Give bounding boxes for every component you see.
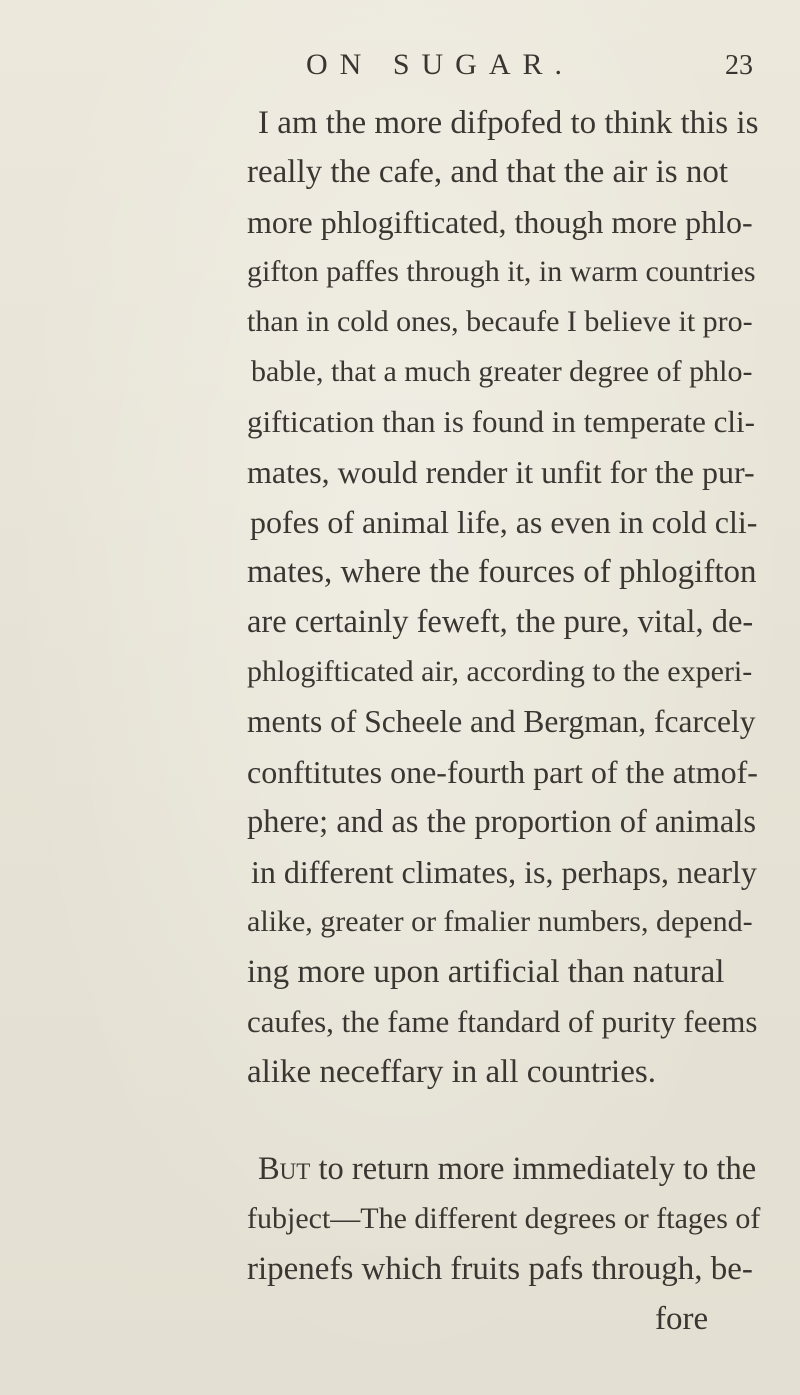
text-line: in different climates, is, perhaps, nearly [251, 854, 757, 890]
text-line-rest: to return more immediately to the [310, 1151, 757, 1187]
text-line: ing more upon artificial than natural [247, 954, 725, 990]
text-line: mates, would render it unfit for the pur- [247, 454, 755, 490]
text-line: ripenefs which fruits pafs through, be- [247, 1251, 753, 1287]
running-head [0, 48, 800, 88]
text-line: gifton paffes through it, in warm countries [247, 255, 756, 288]
text-line: giftication than is found in temperate cli- [247, 404, 755, 439]
text-line: alike, greater or fmalier numbers, depend- [247, 905, 753, 938]
text-line: I am the more difpofed to think this is [258, 105, 759, 141]
text-line: bable, that a much greater degree of phlo- [251, 355, 753, 388]
text-line: are certainly feweft, the pure, vital, de- [247, 604, 754, 640]
text-line: caufes, the fame ftandard of purity feems [247, 1004, 758, 1039]
text-line: really the cafe, and that the air is not [247, 154, 729, 190]
running-title: ON SUGAR. [305, 48, 575, 81]
text-line: than in cold ones, becaufe I believe it pro- [247, 305, 753, 338]
catchword: fore [655, 1301, 709, 1337]
text-line [258, 1149, 756, 1189]
text-line: phere; and as the proportion of animals [247, 804, 757, 840]
text-line: ments of Scheele and Bergman, fcarcely [247, 704, 756, 739]
text-line: conftitutes one-fourth part of the atmof- [247, 754, 758, 790]
text-line: alike neceffary in all countries. [247, 1054, 656, 1090]
text-line: mates, where the fources of phlogifton [247, 554, 757, 590]
paragraph-lead-smallcaps: But [258, 1151, 311, 1187]
page-number: 23 [725, 50, 753, 81]
text-line: phlogifticated air, according to the experi- [247, 655, 753, 688]
text-line: fubject—The different degrees or ftages of [247, 1202, 761, 1235]
text-line: pofes of animal life, as even in cold cli- [250, 504, 758, 540]
text-line: more phlogifticated, though more phlo- [247, 204, 753, 240]
